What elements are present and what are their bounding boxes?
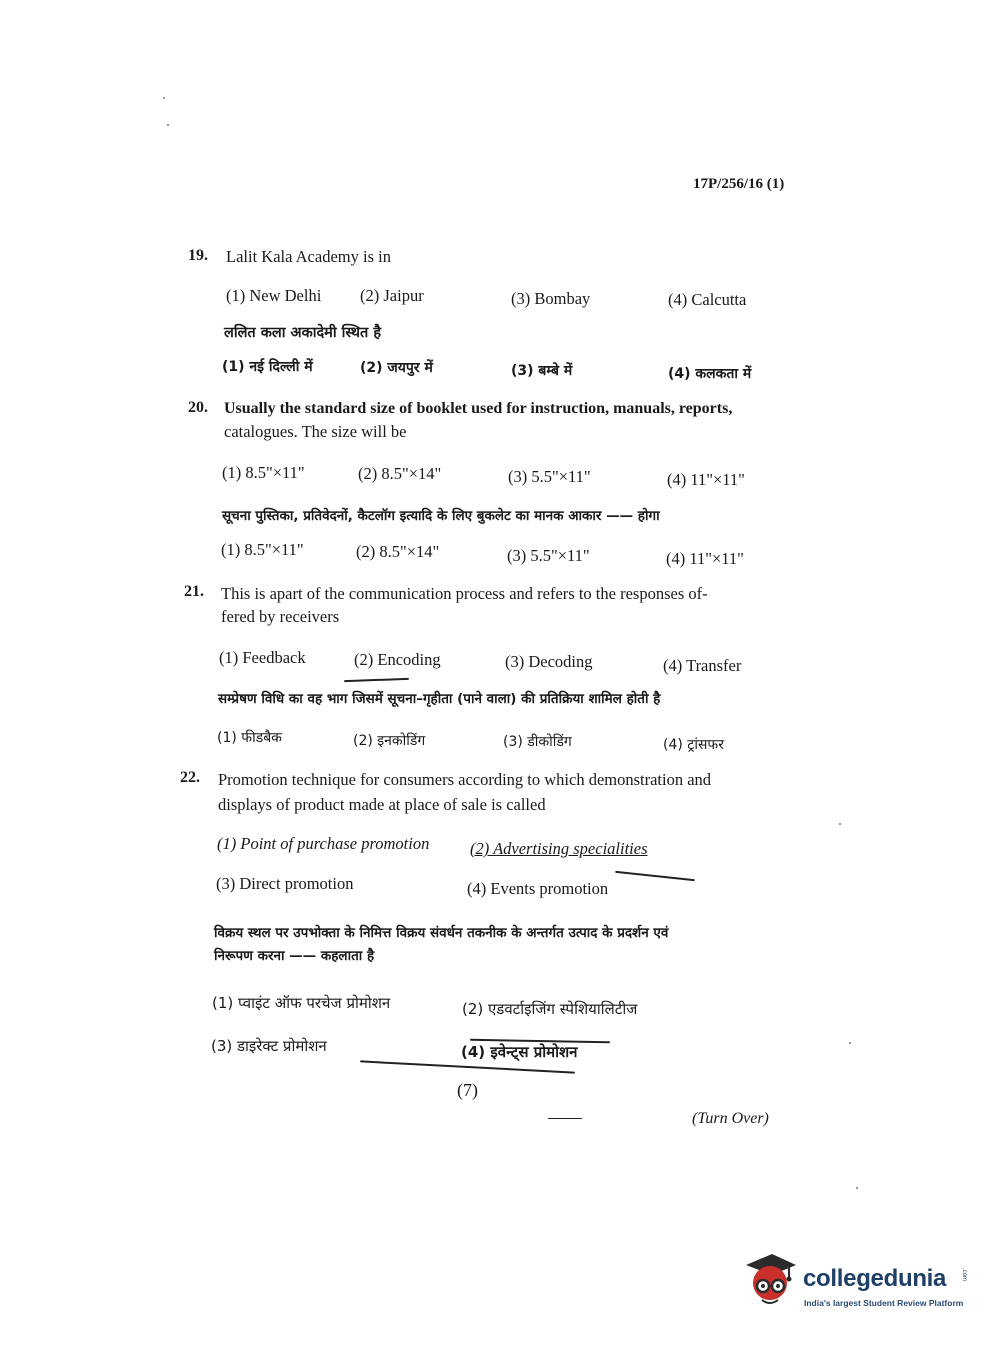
- option-hi-2: (2) इनकोडिंग: [353, 733, 426, 749]
- option-hi-1: (1) नई दिल्ली में: [222, 359, 313, 375]
- option-hi-2: (2) एडवर्टाइजिंग स्पेशियालिटीज: [462, 1000, 638, 1018]
- option-en-1: (1) New Delhi: [226, 286, 322, 305]
- option-hi-3: (3) 5.5"×11": [507, 546, 590, 565]
- option-hi-2: (2) 8.5"×14": [356, 542, 440, 561]
- question-number: 19.: [188, 247, 208, 264]
- question-text-hi-line-1: विक्रय स्थल पर उपभोक्ता के निमित्त विक्रय संवर्धन तकनीक के अन्तर्गत उत्पाद के प्रदर्शन एवं: [214, 925, 669, 941]
- option-en-1: (1) 8.5"×11": [222, 463, 305, 482]
- pen-stroke: [548, 1118, 582, 1119]
- question-text-en-line-1: Usually the standard size of booklet used for instruction, manuals, reports,: [224, 400, 733, 417]
- question-number: 22.: [180, 769, 200, 786]
- option-en-3: (3) Direct promotion: [216, 874, 354, 893]
- option-en-2: (2) Advertising specialities: [470, 839, 648, 858]
- option-hi-1: (1) प्वाइंट ऑफ परचेज प्रोमोशन: [212, 994, 391, 1012]
- brand-name: collegedunia: [803, 1265, 947, 1292]
- scan-speck: [839, 823, 841, 825]
- option-en-1: (1) Point of purchase promotion: [217, 834, 430, 853]
- page-number: (7): [457, 1080, 478, 1100]
- brand-tagline: India's largest Student Review Platform: [804, 1298, 964, 1308]
- scan-speck: [167, 124, 169, 126]
- option-hi-1: (1) फीडबैक: [217, 730, 282, 746]
- question-text-en-line-2: catalogues. The size will be: [224, 422, 407, 441]
- question-text-hi: सूचना पुस्तिका, प्रतिवेदनों, कैटलॉग इत्यादि के लिए बुकलेट का मानक आकार —— होगा: [222, 508, 660, 524]
- pen-stroke: [615, 871, 695, 881]
- option-en-3: (3) 5.5"×11": [508, 467, 591, 486]
- option-en-4: (4) Transfer: [663, 656, 742, 675]
- question-text-en-line-1: Promotion technique for consumers according to which demonstration and: [218, 770, 712, 789]
- option-en-4: (4) Events promotion: [467, 879, 609, 898]
- scan-speck: [849, 1042, 851, 1044]
- option-en-1: (1) Feedback: [219, 648, 306, 667]
- option-en-2: (2) Encoding: [354, 650, 441, 669]
- option-hi-3: (3) डाइरेक्ट प्रोमोशन: [211, 1037, 327, 1055]
- question-text-en-line-2: fered by receivers: [221, 607, 340, 626]
- option-en-4: (4) 11"×11": [667, 470, 745, 489]
- scan-speck: [163, 97, 165, 99]
- question-text-hi: सम्प्रेषण विधि का वह भाग जिसमें सूचना–गृहीता (पाने वाला) की प्रतिक्रिया शामिल होती है: [218, 691, 661, 707]
- question-number: 21.: [184, 583, 204, 600]
- question-text-en-line-2: displays of product made at place of sale is called: [218, 795, 546, 814]
- question-text-hi: ललित कला अकादेमी स्थित है: [224, 325, 382, 341]
- brand-dotcom: .com: [961, 1268, 967, 1282]
- collegedunia-logo: [742, 1251, 972, 1311]
- option-en-2: (2) Jaipur: [360, 286, 424, 305]
- question-text-hi-line-2: निरूपण करना —— कहलाता है: [214, 948, 375, 964]
- option-en-4: (4) Calcutta: [668, 290, 747, 309]
- option-hi-3: (3) बम्बे में: [511, 363, 573, 379]
- paper-code: 17P/256/16 (1): [693, 176, 785, 192]
- option-hi-4: (4) इवेन्ट्स प्रोमोशन: [461, 1043, 578, 1061]
- scan-speck: [856, 1187, 858, 1189]
- pen-stroke: [344, 678, 409, 682]
- option-hi-4: (4) ट्रांसफर: [663, 737, 724, 753]
- option-hi-4: (4) 11"×11": [666, 549, 744, 568]
- option-hi-3: (3) डीकोडिंग: [503, 734, 572, 750]
- option-hi-4: (4) कलकता में: [668, 366, 752, 382]
- option-en-2: (2) 8.5"×14": [358, 464, 442, 483]
- mascot-icon: [742, 1251, 798, 1311]
- turn-over-note: (Turn Over): [692, 1110, 769, 1127]
- question-text-en-line-1: This is apart of the communication process and refers to the responses of-: [221, 584, 708, 603]
- question-number: 20.: [188, 399, 208, 416]
- option-hi-1: (1) 8.5"×11": [221, 540, 304, 559]
- option-hi-2: (2) जयपुर में: [360, 360, 433, 376]
- pen-stroke: [360, 1060, 575, 1073]
- option-en-3: (3) Bombay: [511, 289, 591, 308]
- option-en-3: (3) Decoding: [505, 652, 593, 671]
- question-text-en: Lalit Kala Academy is in: [226, 247, 391, 266]
